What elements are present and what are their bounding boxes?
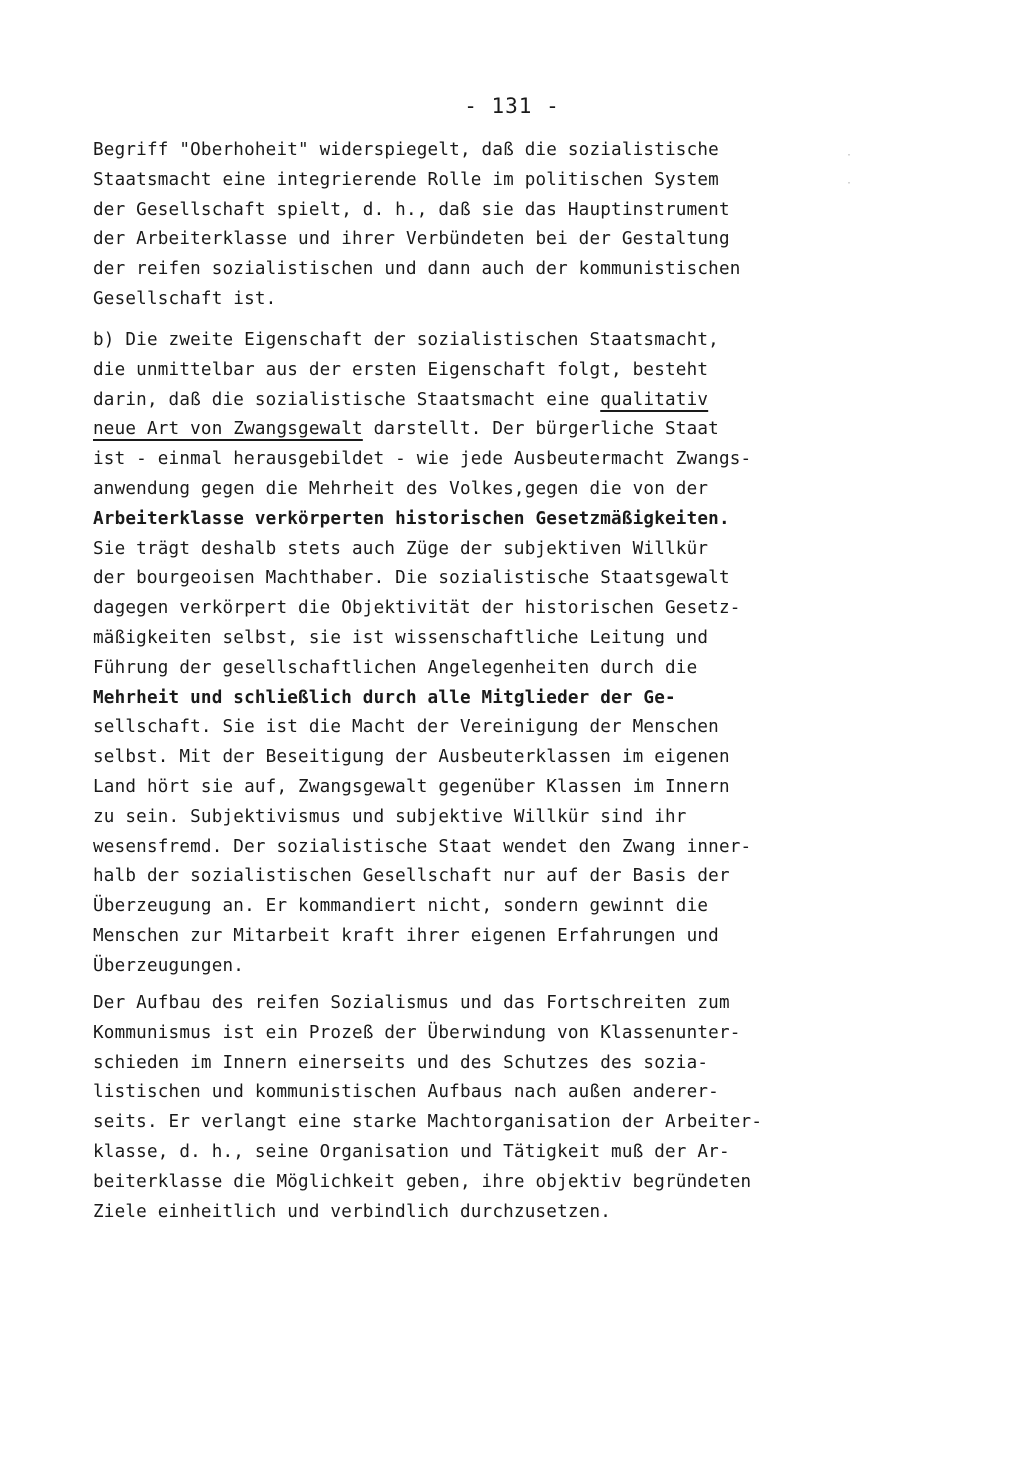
text-line: Sie trägt deshalb stets auch Züge der subjektiven Willkür bbox=[93, 538, 709, 559]
text-line: dagegen verkörpert die Objektivität der historischen Gesetz- bbox=[93, 598, 741, 619]
text-line: Überzeugungen. bbox=[93, 955, 245, 976]
text-line: der Arbeiterklasse und ihrer Verbündeten bei der Gestaltung bbox=[93, 229, 730, 250]
text-line: mäßigkeiten selbst, sie ist wissenschaftliche Leitung und bbox=[93, 627, 709, 648]
text-line: anwendung gegen die Mehrheit des Volkes,gegen die von der bbox=[93, 478, 709, 499]
text-line: wesensfremd. Der sozialistische Staat wendet den Zwang inner- bbox=[93, 836, 752, 857]
text-line: Arbeiterklasse verkörperten historischen Gesetzmäßigkeiten. bbox=[93, 508, 730, 529]
text-line: Führung der gesellschaftlichen Angelegenheiten durch die bbox=[93, 657, 698, 678]
scan-speck: · bbox=[846, 150, 853, 161]
page-number: - 131 - bbox=[464, 94, 560, 118]
underlined-emphasis: neue Art von Zwangsgewalt bbox=[93, 419, 363, 440]
text-line: klasse, d. h., seine Organisation und Tätigkeit muß der Ar- bbox=[93, 1141, 730, 1162]
text-line: schieden im Innern einerseits und des Schutzes des sozia- bbox=[93, 1052, 709, 1073]
text-line: Menschen zur Mitarbeit kraft ihrer eigenen Erfahrungen und bbox=[93, 925, 719, 946]
text-line: Der Aufbau des reifen Sozialismus und das Fortschreiten zum bbox=[93, 993, 730, 1013]
text-line: Gesellschaft ist. bbox=[93, 288, 277, 309]
text-segment: darin, daß die sozialistische Staatsmacht eine bbox=[93, 389, 601, 410]
text-line: zu sein. Subjektivismus und subjektive Willkür sind ihr bbox=[93, 806, 687, 827]
text-line: Staatsmacht eine integrierende Rolle im politischen System bbox=[93, 169, 719, 190]
text-line: selbst. Mit der Beseitigung der Ausbeuterklassen im eigenen bbox=[93, 747, 730, 768]
text-line: ist - einmal herausgebildet - wie jede Ausbeutermacht Zwangs- bbox=[93, 449, 752, 470]
text-line: Begriff "Oberhoheit" widerspiegelt, daß die sozialistische bbox=[93, 140, 719, 160]
text-line: der Gesellschaft spielt, d. h., daß sie das Hauptinstrument bbox=[93, 199, 730, 220]
scan-speck: · bbox=[846, 178, 853, 189]
text-line: Kommunismus ist ein Prozeß der Überwindung von Klassenunter- bbox=[93, 1022, 741, 1043]
text-line: beiterklasse die Möglichkeit geben, ihre objektiv begründeten bbox=[93, 1171, 752, 1192]
text-line: listischen und kommunistischen Aufbaus nach außen anderer- bbox=[93, 1082, 719, 1103]
text-segment: darstellt. Der bürgerliche Staat bbox=[362, 419, 719, 440]
text-line bbox=[93, 415, 853, 445]
paragraph-1 bbox=[93, 136, 853, 315]
text-line: b) Die zweite Eigenschaft der sozialistischen Staatsmacht, bbox=[93, 330, 719, 350]
underlined-emphasis: qualitativ bbox=[600, 389, 709, 410]
paragraph-3 bbox=[93, 989, 853, 1227]
text-line bbox=[93, 386, 853, 416]
text-line: Überzeugung an. Er kommandiert nicht, sondern gewinnt die bbox=[93, 896, 709, 917]
text-line: Mehrheit und schließlich durch alle Mitglieder der Ge- bbox=[93, 687, 676, 708]
text-line: Land hört sie auf, Zwangsgewalt gegenüber Klassen im Innern bbox=[93, 776, 730, 797]
text-line: halb der sozialistischen Gesellschaft nur auf der Basis der bbox=[93, 866, 730, 887]
text-line: sellschaft. Sie ist die Macht der Vereinigung der Menschen bbox=[93, 717, 719, 738]
paragraph-2 bbox=[93, 326, 853, 982]
text-line: Ziele einheitlich und verbindlich durchzusetzen. bbox=[93, 1201, 612, 1222]
text-line: seits. Er verlangt eine starke Machtorganisation der Arbeiter- bbox=[93, 1112, 763, 1133]
text-line: die unmittelbar aus der ersten Eigenschaft folgt, besteht bbox=[93, 359, 709, 380]
text-line: der reifen sozialistischen und dann auch der kommunistischen bbox=[93, 259, 741, 280]
text-line: der bourgeoisen Machthaber. Die sozialistische Staatsgewalt bbox=[93, 568, 730, 589]
